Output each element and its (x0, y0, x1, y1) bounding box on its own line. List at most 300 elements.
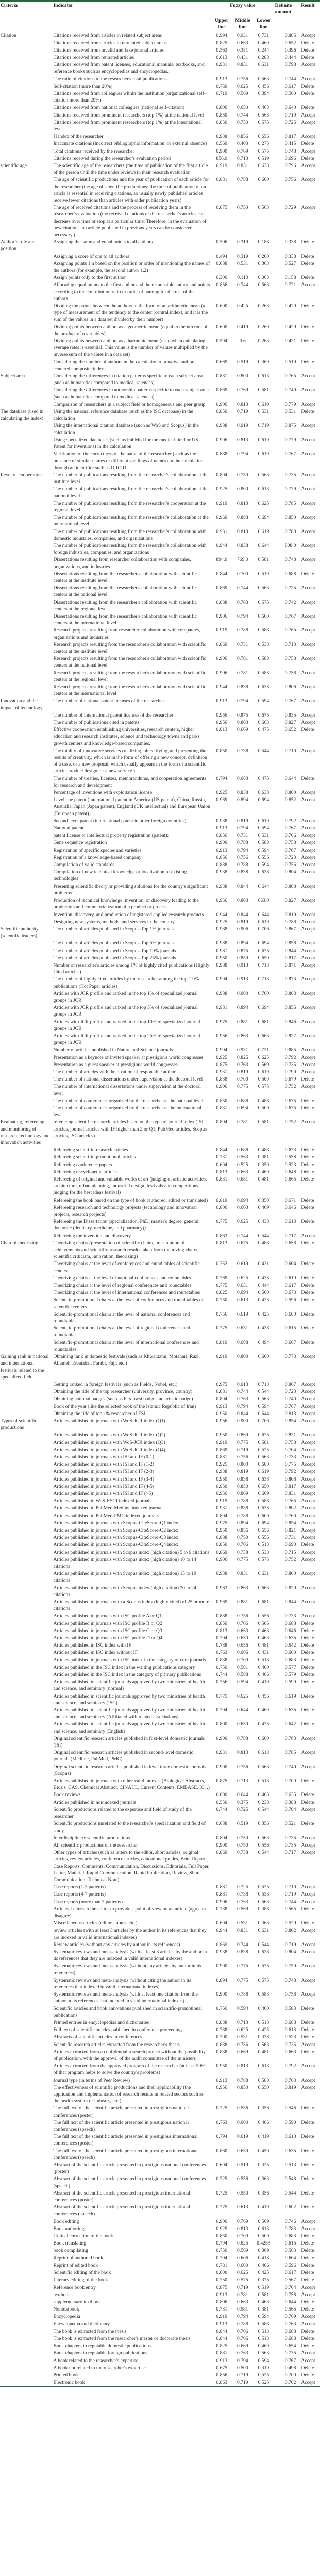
middle-line-cell: 0.625 (237, 2240, 248, 2247)
lower-line-cell: 0.463 (258, 2299, 270, 2305)
upper-line-cell: 0.825 (216, 1290, 228, 1296)
indicator-cell: Articles published in journals with Scopus-CiteScore-Q3 index (53, 1535, 178, 1541)
definite-amount-cell: 0.748 (284, 557, 296, 563)
definite-amount-cell: 0.733 (284, 1613, 296, 1619)
table-row (0, 528, 320, 542)
table-row (0, 2232, 320, 2239)
result-cell: Delete (301, 2306, 314, 2313)
definite-amount-cell: 0.875 (284, 423, 296, 429)
middle-line-cell: 0.894 (237, 1520, 248, 1526)
indicator-cell: The number of international patent licenses of the researcher (53, 712, 174, 718)
indicator-cell: The book is extracted from the thesis (53, 2328, 127, 2334)
table-row (0, 2203, 320, 2217)
criteria-cell (0, 1620, 51, 1627)
result-cell: Delete (301, 1219, 314, 1225)
lower-line-cell: 0.563 (258, 1396, 270, 1402)
criteria-cell (0, 2320, 51, 2328)
result-cell: Accept (301, 833, 315, 839)
result-cell: Accept (301, 423, 315, 429)
criteria-cell (0, 1018, 51, 1032)
indicator-cell: Citations received during the researcher's evaluation period (53, 155, 171, 161)
upper-line-cell: 0.756 (216, 1679, 228, 1685)
middle-line-cell: 0.863 (237, 1033, 248, 1039)
lower-line-cell: 0.531 (258, 409, 270, 415)
middle-line-cell: 0.606 (237, 1650, 248, 1656)
middle-line-cell: 0.756 (237, 2041, 248, 2048)
criteria-cell (0, 1083, 51, 1096)
indicator-cell: Electronic book (53, 2380, 85, 2386)
result-cell: Delete (301, 1679, 314, 1685)
lower-line-cell: 0.600 (258, 1735, 270, 1741)
indicator-cell: Obtaining national badges (such as Ferdowsi badge and artistic badge) (53, 1396, 193, 1402)
upper-line-cell: 0.775 (216, 1283, 228, 1289)
criteria-cell (0, 832, 51, 839)
criteria-cell (0, 1483, 51, 1490)
upper-line-cell: 0.788 (216, 1642, 228, 1649)
upper-line-cell: 0.888 (216, 451, 228, 457)
criteria-cell (0, 947, 51, 954)
result-cell: Accept (301, 2321, 315, 2327)
indicator-cell: Case reports (1-3 patients) (53, 1884, 106, 1890)
definite-amount-cell: 0.613 (284, 1219, 296, 1225)
upper-line-cell: 0.950 (216, 1410, 228, 1417)
result-cell: Delete (301, 40, 314, 46)
upper-line-cell: 0.994 (216, 976, 228, 983)
lower-line-cell: 0.425 (258, 2270, 270, 2276)
definite-amount-cell: 0.767 (284, 698, 296, 704)
lower-line-cell: 0.450 (258, 2148, 270, 2154)
criteria-cell: Chair of theorizing (1, 1240, 38, 1246)
definite-amount-cell: 0.704 (284, 1447, 296, 1453)
table-row (0, 1460, 320, 1468)
lower-line-cell: 0.200 (258, 253, 270, 259)
middle-line-cell: 0.775 (237, 1977, 248, 1983)
table-row (0, 2284, 320, 2291)
upper-line-cell: 0.931 (216, 1750, 228, 1756)
definite-amount-cell: 0.804 (284, 1949, 296, 1955)
result-cell: Accept (301, 1891, 315, 1898)
upper-line-cell: 0.881 (216, 1454, 228, 1460)
result-cell: Delete (301, 2328, 314, 2334)
middle-line-cell: 0.663 (237, 1204, 248, 1210)
result-cell: Delete (301, 303, 314, 309)
lower-line-cell: 0.369 (258, 359, 270, 365)
lower-line-cell: 0.619 (258, 1469, 270, 1475)
upper-line-cell: 0.694 (216, 2162, 228, 2168)
result-cell: Delete (301, 727, 314, 733)
result-cell: Accept (301, 2225, 315, 2232)
upper-line-cell: 0.875 (216, 2284, 228, 2290)
table-row (0, 1046, 320, 1053)
upper-line-cell: 0.894 (216, 1396, 228, 1402)
result-cell: Delete (301, 2299, 314, 2305)
upper-line-cell: 0.694 (216, 1161, 228, 1168)
criteria-cell (0, 2232, 51, 2239)
upper-line-cell: 0.850 (216, 1620, 228, 1626)
result-cell: Accept (301, 1454, 315, 1460)
definite-amount-cell: 0.548 (284, 2176, 296, 2182)
middle-line-cell: 0.881 (237, 1019, 248, 1025)
result-cell: Accept (301, 1806, 315, 1813)
table-row (0, 2062, 320, 2076)
upper-line-cell: 0.938 (216, 1949, 228, 1955)
indicator-cell: Articles published in ISC index with IF (53, 1642, 131, 1649)
middle-line-cell: 0.750 (237, 472, 248, 478)
result-cell: Accept (301, 2218, 315, 2224)
upper-line-cell: 0.719 (216, 90, 228, 96)
definite-amount-cell: 0.700 (284, 1778, 296, 1784)
result-cell: Accept (301, 840, 315, 846)
lower-line-cell: 0.563 (258, 205, 270, 211)
table-body (0, 31, 320, 2387)
indicator-cell: Dissertations resulting from the researcher's collaboration with scientific centers at the national level (53, 585, 197, 598)
criteria-cell (0, 1671, 51, 1678)
table-row (0, 1598, 320, 1612)
definite-amount-cell: 0.675 (284, 1098, 296, 1104)
middle-line-cell: 0.869 (237, 1490, 248, 1497)
result-cell: Accept (301, 1927, 315, 1934)
criteria-cell (0, 82, 51, 90)
result-cell: Delete (301, 2019, 314, 2025)
definite-amount-cell: 0.619 (284, 1693, 296, 1699)
lower-line-cell: 0.544 (258, 1941, 270, 1948)
lower-line-cell: 0.475 (258, 1721, 270, 1727)
result-cell: Accept (301, 1585, 315, 1591)
table-row (0, 1919, 320, 1926)
table-row (0, 1549, 320, 1556)
indicator-cell: A book not related to the researcher's expertise (53, 2365, 146, 2371)
definite-amount-cell: 0.758 (284, 840, 296, 846)
middle-line-cell: 0.800 (237, 1461, 248, 1468)
table-row (0, 612, 320, 626)
table-row (0, 2262, 320, 2269)
criteria-cell (0, 302, 51, 323)
criteria-cell (0, 1791, 51, 1798)
definite-amount-cell: 0.744 (284, 1899, 296, 1905)
lower-line-cell: 0.713 (258, 976, 270, 983)
result-cell: Delete (301, 1627, 314, 1634)
result-cell: Accept (301, 2284, 315, 2290)
lower-line-cell: 0.544 (258, 1389, 270, 1395)
indicator-cell: Research projects resulting from researcher collaboration with companies, organizations and industries (53, 627, 200, 640)
middle-line-cell: 0.619 (237, 2134, 248, 2140)
upper-line-cell: 0.906 (216, 670, 228, 676)
lower-line-cell: 0.563 (258, 1899, 270, 1905)
table-row (0, 697, 320, 711)
result-cell: Accept (301, 825, 315, 832)
definite-amount-cell: 0.758 (284, 1439, 296, 1445)
lower-line-cell: 0.444 (258, 1283, 270, 1289)
table-row (0, 1820, 320, 1834)
table-row (0, 1395, 320, 1402)
lower-line-cell: 0.469 (258, 2343, 270, 2349)
middle-line-cell: 0.650 (237, 1721, 248, 1727)
middle-line-cell: 0.906 (237, 926, 248, 932)
definite-amount-cell: 0.558 (284, 1154, 296, 1160)
upper-line-cell: 0.900 (216, 1764, 228, 1770)
criteria-cell (0, 883, 51, 896)
definite-amount-cell: 0.767 (284, 1403, 296, 1409)
middle-line-cell: 0.744 (237, 1941, 248, 1948)
lower-line-cell: 0.588 (258, 840, 270, 846)
table-row (0, 260, 320, 274)
upper-line-cell: 0.750 (216, 1664, 228, 1670)
indicator-cell: Dividing the points between the authors in the form of an arithmetic mean (a type of measurement of the tendency to the center (central index), and it is the sum of the values in a data set divided by their number) (53, 303, 208, 323)
upper-line-cell: 0.913 (216, 847, 228, 853)
indicator-cell: Encyclopedia and dictionary (53, 2321, 110, 2327)
middle-line-cell: 0.713 (237, 1778, 248, 1784)
indicator-cell: Articles with JCR profile and ranked in the top 25% of specialized journal groups in JCR (53, 1033, 200, 1046)
definite-amount-cell: 0.854 (284, 1520, 296, 1526)
table-row (0, 1324, 320, 1338)
definite-amount-cell: 0.615 (284, 1325, 296, 1332)
lower-line-cell: 0.619 (258, 528, 270, 535)
criteria-cell (0, 954, 51, 961)
indicator-cell: Nontextbook (53, 2306, 79, 2313)
middle-line-cell: 0.913 (237, 1381, 248, 1387)
table-row (0, 2328, 320, 2335)
indicator-cell: Refereeing the invention and discovery (53, 1233, 131, 1239)
definite-amount-cell: 0.808 (284, 1476, 296, 1482)
table-row (0, 626, 320, 640)
indicator-cell: Assigning points 1.n based on the position or order of mentioning the names of the authors (for example, the second author 1.2) (53, 260, 210, 274)
upper-line-cell: 0.944 (216, 911, 228, 918)
table-row (0, 1990, 320, 2004)
definite-amount-cell: 0.765 (284, 373, 296, 379)
lower-line-cell: 0.244 (258, 47, 270, 53)
lower-line-cell: 0.438 (258, 1325, 270, 1332)
upper-line-cell: 0.938 (216, 883, 228, 889)
result-cell: Delete (301, 1283, 314, 1289)
upper-line-cell: 0.988 (216, 940, 228, 946)
result-cell: Accept (301, 1447, 315, 1453)
table-row (0, 2019, 320, 2026)
upper-line-cell: 0.794 (216, 2240, 228, 2247)
result-cell: Delete (301, 1076, 314, 1083)
upper-line-cell: 0.919 (216, 627, 228, 634)
middle-line-cell: 0.675 (237, 1240, 248, 1246)
definite-amount-cell: 0.817 (284, 1483, 296, 1489)
upper-line-cell: 0.944 (216, 1927, 228, 1934)
definite-amount-cell: 0.652 (284, 727, 296, 733)
result-cell: Accept (301, 112, 315, 118)
indicator-cell: Articles published in journals with ISI and IF (2-3) (53, 1469, 155, 1475)
upper-line-cell: 0.919 (216, 2314, 228, 2320)
result-cell: Accept (301, 712, 315, 718)
lower-line-cell: 0.675 (258, 712, 270, 718)
middle-line-cell: 0.669 (237, 2343, 248, 2349)
definite-amount-cell: 0.717 (284, 1850, 296, 1856)
lower-line-cell: 0.419 (258, 2134, 270, 2140)
upper-line-cell: 0.950 (216, 1483, 228, 1489)
lower-line-cell: 0.438 (258, 1219, 270, 1225)
indicator-cell: Level one patent (international patent in America (US patent), China, Russia, Australia, Japan (Japan patent), England (UK intellectual) and European Union (European patent)) (53, 797, 210, 817)
middle-line-cell: 0.744 (237, 282, 248, 288)
table-row (0, 911, 320, 918)
indicator-cell: Articles published in journals with ISC profile C or Q3 (53, 1627, 162, 1634)
upper-line-cell: 0.594 (216, 338, 228, 344)
table-row (0, 1004, 320, 1018)
middle-line-cell: 0.769 (237, 2218, 248, 2224)
definite-amount-cell: 0.763 (284, 1735, 296, 1741)
upper-line-cell: 0.881 (216, 1389, 228, 1395)
table-row (0, 1232, 320, 1239)
definite-amount-cell: 0.850 (284, 514, 296, 521)
table-row (0, 669, 320, 683)
definite-amount-cell: 0.531 (284, 409, 296, 415)
definite-amount-cell: 0.758 (284, 656, 296, 662)
lower-line-cell: 0.575 (258, 1084, 270, 1090)
definite-amount-cell: 0.529 (284, 1920, 296, 1926)
lower-line-cell: 0.600 (258, 1461, 270, 1468)
middle-line-cell: 0.819 (237, 818, 248, 824)
middle-line-cell: 0.681 (237, 1176, 248, 1183)
result-cell: Delete (301, 1821, 314, 1827)
definite-amount-cell: 0.852 (284, 797, 296, 803)
middle-line-cell: 0.375 (237, 1799, 248, 1805)
definite-amount-cell: 0.679 (284, 1076, 296, 1083)
middle-line-cell: 0.856 (237, 1527, 248, 1533)
table-row (0, 2033, 320, 2040)
definite-amount-cell: 0.521 (284, 1821, 296, 1827)
table-row (0, 1627, 320, 1634)
definite-amount-cell: 0.610 (284, 2134, 296, 2140)
result-cell: Accept (301, 134, 315, 140)
lower-line-cell: 0.594 (258, 2357, 270, 2364)
upper-line-cell: 0.950 (216, 1432, 228, 1438)
table-row (0, 253, 320, 260)
result-cell: Accept (301, 2077, 315, 2083)
table-row (0, 2379, 320, 2387)
definite-amount-cell: 0.827 (284, 720, 296, 726)
criteria-cell (0, 824, 51, 832)
result-cell: Accept (301, 2380, 315, 2386)
definite-amount-cell: 0.844 (284, 1599, 296, 1605)
table-row (0, 1612, 320, 1619)
lower-line-cell: 0.363 (258, 260, 270, 267)
lower-line-cell: 0.594 (258, 698, 270, 704)
indicator-cell: Reprint of authored book (53, 2255, 104, 2261)
upper-line-cell: 0.994 (216, 32, 228, 39)
lower-line-cell: 0.525 (258, 2380, 270, 2386)
criteria-cell (0, 975, 51, 989)
result-cell: Delete (301, 1311, 314, 1317)
result-cell: Accept (301, 177, 315, 183)
table-row (0, 1118, 320, 1146)
indicator-cell: Refereeing the Dissertation (specialization, PhD, master's degree, general doctorate (dentistry, medicine, and pharmacy)) (53, 1219, 199, 1232)
upper-line-cell: 0.775 (216, 1693, 228, 1699)
table-row (0, 2225, 320, 2232)
definite-amount-cell: 0.688 (284, 2335, 296, 2341)
lower-line-cell: 0.350 (258, 1161, 270, 1168)
criteria-cell (0, 1627, 51, 1634)
middle-line-cell: 0.838 (237, 1505, 248, 1511)
definite-amount-cell: 0.760 (284, 1513, 296, 1519)
criteria-cell (0, 2189, 51, 2203)
middle-line-cell: 0.744 (237, 585, 248, 591)
middle-line-cell: 0.744 (237, 1389, 248, 1395)
criteria-cell: Innovation and the impact of technology (1, 698, 43, 711)
criteria-cell (0, 719, 51, 726)
definite-amount-cell: 0.704 (284, 2284, 296, 2290)
indicator-cell: Interdisciplinary scientific productions (53, 1835, 130, 1841)
lower-line-cell: 0.263 (258, 303, 270, 309)
indicator-cell: H index of the researcher (53, 134, 104, 140)
criteria-cell (0, 2269, 51, 2276)
result-cell: Accept (301, 990, 315, 996)
table-row (0, 1806, 320, 1820)
definite-amount-cell: 0.546 (284, 2105, 296, 2112)
result-cell: Delete (301, 1147, 314, 1153)
header-criteria: Criteria (1, 3, 18, 8)
table-row (0, 1948, 320, 1962)
result-cell: Accept (301, 2350, 315, 2356)
result-cell: Accept (301, 670, 315, 676)
table-row (0, 2269, 320, 2276)
lower-line-cell: 0.519 (258, 2284, 270, 2290)
upper-line-cell: 0.894 (216, 1513, 228, 1519)
table-row (0, 1664, 320, 1671)
middle-line-cell: 0.813 (237, 1750, 248, 1756)
definite-amount-cell: 0.604 (284, 2255, 296, 2261)
result-cell: Accept (301, 2063, 315, 2069)
upper-line-cell: 0.838 (216, 1076, 228, 1083)
upper-line-cell: 0.725 (216, 2190, 228, 2196)
lower-line-cell: 0.625 (258, 500, 270, 506)
table-row (0, 1841, 320, 1849)
lower-line-cell: 0.575 (258, 119, 270, 125)
definite-amount-cell: 0.600 (284, 1311, 296, 1317)
middle-line-cell: 0.844 (237, 883, 248, 889)
middle-line-cell: 0.813 (237, 437, 248, 443)
lower-line-cell: 0.731 (258, 1047, 270, 1053)
upper-line-cell: 0.931 (216, 1069, 228, 1075)
middle-line-cell: 0.613 (237, 1297, 248, 1303)
lower-line-cell: 0.463 (258, 105, 270, 111)
middle-line-cell: 0.781 (237, 1119, 248, 1125)
middle-line-cell: 0.838 (237, 1476, 248, 1482)
table-row (0, 1692, 320, 1706)
indicator-cell: The number of treaties, licenses, memorandums, and cooperation agreements for research and development (53, 775, 206, 788)
middle-line-cell: 0.800 (237, 1354, 248, 1360)
criteria-cell (0, 846, 51, 854)
lower-line-cell: 0.4255 (257, 2240, 271, 2247)
upper-line-cell: 0.675 (216, 2365, 228, 2371)
upper-line-cell: 0.800 (216, 2270, 228, 2276)
indicator-cell: Articles published in WoS-ESCI indexed journals (53, 1498, 152, 1504)
result-cell: Accept (301, 919, 315, 925)
lower-line-cell: 0.425 (258, 1311, 270, 1317)
criteria-cell (0, 1475, 51, 1483)
upper-line-cell: 0.850 (216, 2233, 228, 2239)
upper-line-cell: 0.750 (216, 1297, 228, 1303)
middle-line-cell: 0.588 (237, 1672, 248, 1678)
result-cell: Delete (301, 2255, 314, 2261)
lower-line-cell: 0.600 (258, 177, 270, 183)
criteria-cell (0, 1097, 51, 1104)
lower-line-cell: 0.663 (258, 1033, 270, 1039)
result-cell: Delete (301, 1161, 314, 1168)
indicator-cell: Articles published in journals with ISI and IF (0-1) (53, 1454, 155, 1460)
table-row (0, 31, 320, 39)
lower-line-cell: 0.713 (258, 962, 270, 968)
middle-line-cell: 0.419 (237, 324, 248, 330)
result-cell: Delete (301, 2240, 314, 2247)
table-row (0, 274, 320, 281)
upper-line-cell: 0.938 (216, 818, 228, 824)
result-cell: Accept (301, 684, 315, 690)
definite-amount-cell: 0.429 (284, 303, 296, 309)
